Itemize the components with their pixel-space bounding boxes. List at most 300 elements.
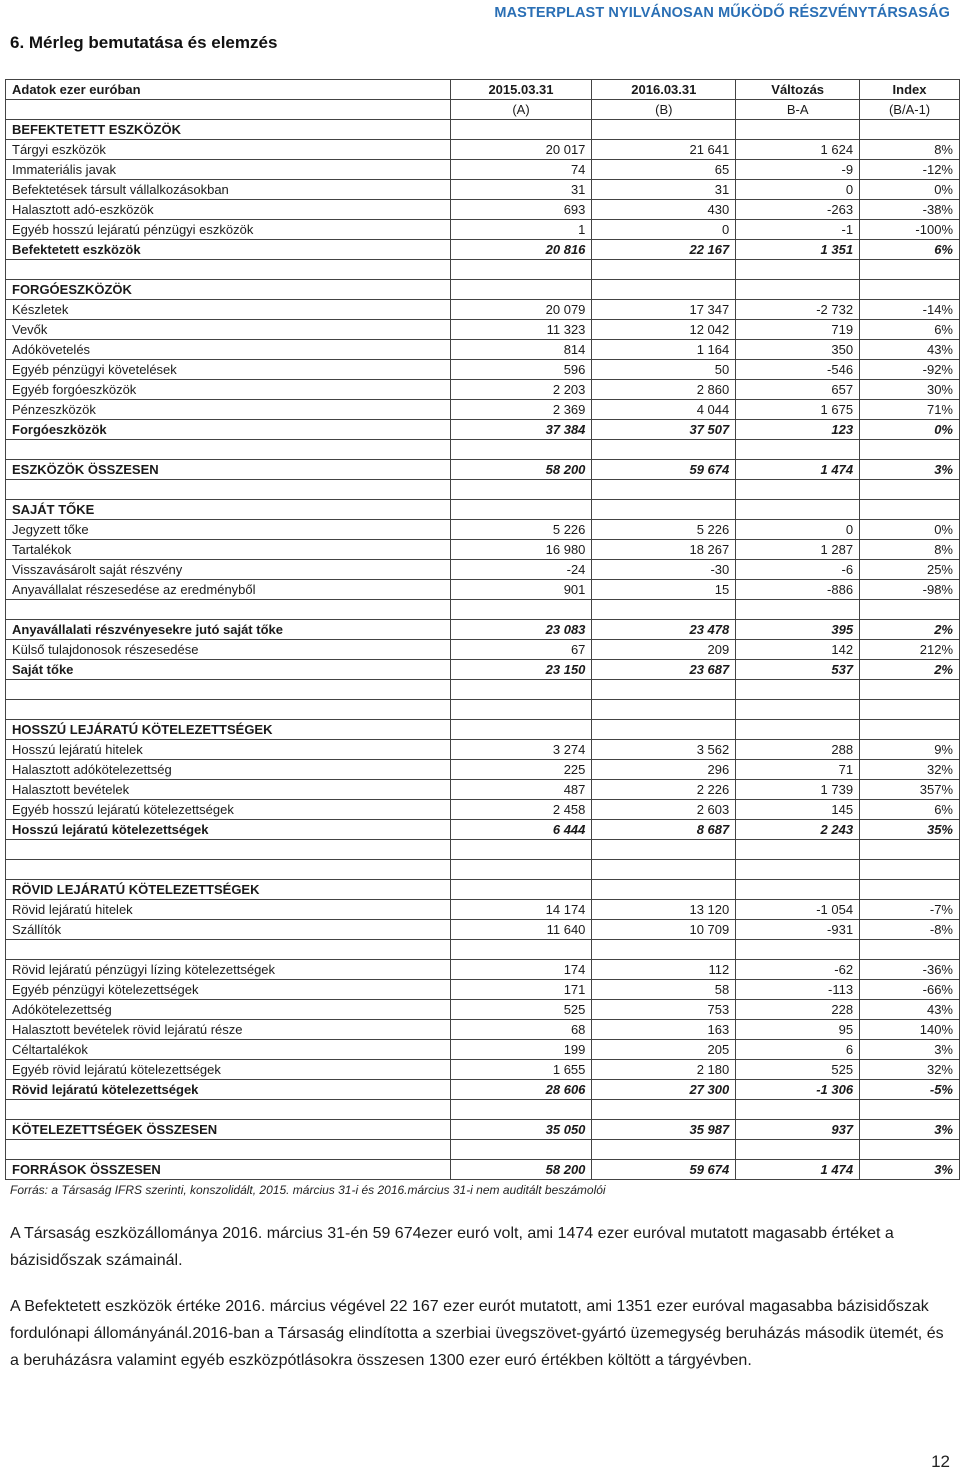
value-2015: 31	[450, 180, 592, 200]
value-2016: 18 267	[592, 540, 736, 560]
value-change: 937	[736, 1120, 860, 1140]
value-2016: 50	[592, 360, 736, 380]
value-index: 0%	[860, 520, 960, 540]
row-label: Vevők	[6, 320, 451, 340]
value-change: 2 243	[736, 820, 860, 840]
row-label	[6, 860, 451, 880]
value-2016	[592, 840, 736, 860]
row-label: HOSSZÚ LEJÁRATÚ KÖTELEZETTSÉGEK	[6, 720, 451, 740]
value-index: 43%	[860, 340, 960, 360]
balance-sheet-table	[5, 79, 960, 1180]
row-label	[6, 1100, 451, 1120]
row-label: FORRÁSOK ÖSSZESEN	[6, 1160, 451, 1180]
total-row	[6, 1160, 960, 1180]
value-index: -66%	[860, 980, 960, 1000]
row-label	[6, 1140, 451, 1160]
total-row	[6, 1120, 960, 1140]
value-2016: 35 987	[592, 1120, 736, 1140]
row-label: Halasztott bevételek rövid lejáratú része	[6, 1020, 451, 1040]
value-2015: 20 079	[450, 300, 592, 320]
value-2016: 59 674	[592, 1160, 736, 1180]
value-index	[860, 1100, 960, 1120]
total-row	[6, 820, 960, 840]
table-row	[6, 900, 960, 920]
row-label: Egyéb pénzügyi követelések	[6, 360, 451, 380]
row-label	[6, 480, 451, 500]
value-2016: 65	[592, 160, 736, 180]
row-label: Anyavállalati részvényesekre jutó saját tőke	[6, 620, 451, 640]
value-index	[860, 700, 960, 720]
value-change	[736, 700, 860, 720]
value-2016	[592, 880, 736, 900]
total-row	[6, 240, 960, 260]
value-change: 1 474	[736, 460, 860, 480]
value-2016: 31	[592, 180, 736, 200]
blank-row	[6, 260, 960, 280]
value-index	[860, 860, 960, 880]
value-2016: 205	[592, 1040, 736, 1060]
section-row	[6, 120, 960, 140]
value-change: -2 732	[736, 300, 860, 320]
value-2015: 2 369	[450, 400, 592, 420]
value-2016: 2 180	[592, 1060, 736, 1080]
company-name: MASTERPLAST NYILVÁNOSAN MŰKÖDŐ RÉSZVÉNYTÁRSASÁG	[494, 5, 950, 21]
value-2016: -30	[592, 560, 736, 580]
table-row	[6, 560, 960, 580]
value-index: -14%	[860, 300, 960, 320]
row-label: Forgóeszközök	[6, 420, 451, 440]
row-label	[6, 440, 451, 460]
value-change	[736, 720, 860, 740]
value-change: 350	[736, 340, 860, 360]
value-2015: 20 017	[450, 140, 592, 160]
blank-row	[6, 1140, 960, 1160]
value-2016: 2 603	[592, 800, 736, 820]
row-label: Halasztott bevételek	[6, 780, 451, 800]
value-change	[736, 120, 860, 140]
row-label: Adókötelezettség	[6, 1000, 451, 1020]
row-label: Rövid lejáratú kötelezettségek	[6, 1080, 451, 1100]
value-2015: 2 203	[450, 380, 592, 400]
value-2015: 525	[450, 1000, 592, 1020]
row-label: Céltartalékok	[6, 1040, 451, 1060]
row-label: SAJÁT TŐKE	[6, 500, 451, 520]
value-2015: 14 174	[450, 900, 592, 920]
value-index: 6%	[860, 240, 960, 260]
value-index: -98%	[860, 580, 960, 600]
table-header-row	[6, 80, 960, 100]
value-2016: 430	[592, 200, 736, 220]
row-label: Rövid lejáratú pénzügyi lízing kötelezettségek	[6, 960, 451, 980]
value-index: 6%	[860, 800, 960, 820]
value-2016	[592, 680, 736, 700]
table-row	[6, 320, 960, 340]
value-2015: 2 458	[450, 800, 592, 820]
value-change: 1 739	[736, 780, 860, 800]
value-2016: 15	[592, 580, 736, 600]
value-2016	[592, 120, 736, 140]
row-label: Egyéb forgóeszközök	[6, 380, 451, 400]
value-2016	[592, 720, 736, 740]
row-label	[6, 840, 451, 860]
value-change: 1 624	[736, 140, 860, 160]
col-header-2015: 2015.03.31	[450, 80, 592, 100]
value-2016: 12 042	[592, 320, 736, 340]
table-row	[6, 200, 960, 220]
value-2015: 814	[450, 340, 592, 360]
row-label: ESZKÖZÖK ÖSSZESEN	[6, 460, 451, 480]
value-2015	[450, 120, 592, 140]
table-row	[6, 980, 960, 1000]
value-index: -38%	[860, 200, 960, 220]
value-2015: 58 200	[450, 1160, 592, 1180]
value-change: -1 054	[736, 900, 860, 920]
balance-sheet-body	[6, 80, 960, 1180]
value-2015: 67	[450, 640, 592, 660]
value-index: 140%	[860, 1020, 960, 1040]
table-row	[6, 740, 960, 760]
blank-row	[6, 480, 960, 500]
value-2015: 37 384	[450, 420, 592, 440]
section-row	[6, 880, 960, 900]
value-2016: 27 300	[592, 1080, 736, 1100]
value-change: 1 675	[736, 400, 860, 420]
table-row	[6, 760, 960, 780]
value-index: 35%	[860, 820, 960, 840]
row-label: Tárgyi eszközök	[6, 140, 451, 160]
value-2016	[592, 260, 736, 280]
value-2015: 6 444	[450, 820, 592, 840]
value-index	[860, 120, 960, 140]
value-2016: 5 226	[592, 520, 736, 540]
value-2016	[592, 860, 736, 880]
value-change: -62	[736, 960, 860, 980]
value-2015	[450, 840, 592, 860]
value-change: 395	[736, 620, 860, 640]
value-2015	[450, 600, 592, 620]
row-label	[6, 700, 451, 720]
table-row	[6, 380, 960, 400]
row-label: Anyavállalat részesedése az eredményből	[6, 580, 451, 600]
value-2015	[450, 720, 592, 740]
value-index	[860, 840, 960, 860]
value-2016	[592, 600, 736, 620]
value-index: 8%	[860, 540, 960, 560]
paragraph: A Társaság eszközállománya 2016. március 31-én 59 674ezer euró volt, ami 1474 ezer euróval mutatott magasabb értéket a bázisidőszak számainál.	[10, 1225, 894, 1269]
value-2016: 112	[592, 960, 736, 980]
table-row	[6, 400, 960, 420]
value-change: 1 474	[736, 1160, 860, 1180]
row-label	[6, 680, 451, 700]
col-header-index: Index	[860, 80, 960, 100]
value-2015: 28 606	[450, 1080, 592, 1100]
value-2015: 23 083	[450, 620, 592, 640]
value-change: 537	[736, 660, 860, 680]
paragraph: A Befektetett eszközök értéke 2016. március végével 22 167 ezer eurót mutatott, ami 1351 ezer euróval magasabba bázisidőszak fordulónapi állományánál.2016-ban a Társaság elindította a szerbiai üvegszövet-gyártó üzemegység beruházás második ütemét, és a beruházásra valamint egyéb eszközpótlásokra összesen 1300 ezer euró értékben költött a tárgyévben.	[10, 1298, 944, 1369]
row-label	[6, 600, 451, 620]
table-row	[6, 360, 960, 380]
value-2015	[450, 860, 592, 880]
value-index: 2%	[860, 620, 960, 640]
value-index: 3%	[860, 1120, 960, 1140]
table-row	[6, 1040, 960, 1060]
value-2015: 58 200	[450, 460, 592, 480]
value-2015: 171	[450, 980, 592, 1000]
row-label: Külső tulajdonosok részesedése	[6, 640, 451, 660]
value-change: -546	[736, 360, 860, 380]
table-row	[6, 960, 960, 980]
value-change	[736, 940, 860, 960]
total-row	[6, 660, 960, 680]
value-2016: 0	[592, 220, 736, 240]
table-row	[6, 780, 960, 800]
value-2015: 596	[450, 360, 592, 380]
value-2016: 59 674	[592, 460, 736, 480]
value-2015	[450, 260, 592, 280]
value-change: 123	[736, 420, 860, 440]
row-label: Rövid lejáratú hitelek	[6, 900, 451, 920]
value-2016	[592, 700, 736, 720]
value-change	[736, 1100, 860, 1120]
value-index	[860, 680, 960, 700]
row-label: Befektetett eszközök	[6, 240, 451, 260]
col-subheader-a: (A)	[450, 100, 592, 120]
table-row	[6, 1000, 960, 1020]
col-header-change: Változás	[736, 80, 860, 100]
value-change: -886	[736, 580, 860, 600]
col-subheader-label	[6, 100, 451, 120]
value-2015	[450, 1140, 592, 1160]
value-2015: 11 640	[450, 920, 592, 940]
value-2016	[592, 440, 736, 460]
value-2015	[450, 280, 592, 300]
value-2016: 23 687	[592, 660, 736, 680]
value-index	[860, 940, 960, 960]
table-row	[6, 580, 960, 600]
value-2015: 174	[450, 960, 592, 980]
value-change	[736, 500, 860, 520]
value-2016: 753	[592, 1000, 736, 1020]
value-2015	[450, 480, 592, 500]
value-index	[860, 280, 960, 300]
table-row	[6, 1060, 960, 1080]
value-index: 71%	[860, 400, 960, 420]
value-2016	[592, 1100, 736, 1120]
row-label: Egyéb hosszú lejáratú kötelezettségek	[6, 800, 451, 820]
value-index: -92%	[860, 360, 960, 380]
table-row	[6, 540, 960, 560]
value-2015	[450, 1100, 592, 1120]
value-change: 145	[736, 800, 860, 820]
value-change	[736, 860, 860, 880]
row-label: Hosszú lejáratú kötelezettségek	[6, 820, 451, 840]
value-change	[736, 260, 860, 280]
row-label: Egyéb pénzügyi kötelezettségek	[6, 980, 451, 1000]
value-2015: 35 050	[450, 1120, 592, 1140]
value-2015: 3 274	[450, 740, 592, 760]
value-change: -1 306	[736, 1080, 860, 1100]
value-2016: 296	[592, 760, 736, 780]
value-2016: 21 641	[592, 140, 736, 160]
row-label: Halasztott adókötelezettség	[6, 760, 451, 780]
row-label: KÖTELEZETTSÉGEK ÖSSZESEN	[6, 1120, 451, 1140]
row-label: Halasztott adó-eszközök	[6, 200, 451, 220]
value-2015: 1 655	[450, 1060, 592, 1080]
blank-row	[6, 1100, 960, 1120]
value-change: 95	[736, 1020, 860, 1040]
value-2016: 58	[592, 980, 736, 1000]
value-index: -100%	[860, 220, 960, 240]
total-row	[6, 420, 960, 440]
value-index: 32%	[860, 1060, 960, 1080]
row-label: Hosszú lejáratú hitelek	[6, 740, 451, 760]
blank-row	[6, 860, 960, 880]
value-change: 71	[736, 760, 860, 780]
value-change: 6	[736, 1040, 860, 1060]
value-change	[736, 280, 860, 300]
value-2015: 74	[450, 160, 592, 180]
value-2016	[592, 280, 736, 300]
value-2015: 5 226	[450, 520, 592, 540]
value-index: 9%	[860, 740, 960, 760]
value-index: 3%	[860, 1160, 960, 1180]
row-label: Jegyzett tőke	[6, 520, 451, 540]
value-2015	[450, 700, 592, 720]
row-label	[6, 940, 451, 960]
total-row	[6, 1080, 960, 1100]
table-row	[6, 180, 960, 200]
col-header-2016: 2016.03.31	[592, 80, 736, 100]
value-2016	[592, 500, 736, 520]
value-2016: 22 167	[592, 240, 736, 260]
table-row	[6, 920, 960, 940]
value-2015: 23 150	[450, 660, 592, 680]
row-label: Egyéb hosszú lejáratú pénzügyi eszközök	[6, 220, 451, 240]
value-2016: 8 687	[592, 820, 736, 840]
value-2016: 163	[592, 1020, 736, 1040]
col-header-label: Adatok ezer euróban	[6, 80, 451, 100]
table-row	[6, 140, 960, 160]
value-index	[860, 480, 960, 500]
value-2015	[450, 940, 592, 960]
table-row	[6, 640, 960, 660]
value-2016: 13 120	[592, 900, 736, 920]
row-label: Befektetések társult vállalkozásokban	[6, 180, 451, 200]
row-label: Saját tőke	[6, 660, 451, 680]
section-row	[6, 720, 960, 740]
row-label: FORGÓESZKÖZÖK	[6, 280, 451, 300]
value-2015: 20 816	[450, 240, 592, 260]
value-index	[860, 260, 960, 280]
value-change: -113	[736, 980, 860, 1000]
value-2016: 23 478	[592, 620, 736, 640]
value-change: -1	[736, 220, 860, 240]
value-2015: 225	[450, 760, 592, 780]
value-index: 6%	[860, 320, 960, 340]
value-index: -7%	[860, 900, 960, 920]
value-index: 25%	[860, 560, 960, 580]
value-change: 1 351	[736, 240, 860, 260]
value-2016: 209	[592, 640, 736, 660]
table-row	[6, 220, 960, 240]
value-index: 3%	[860, 460, 960, 480]
value-2016	[592, 940, 736, 960]
row-label: Visszavásárolt saját részvény	[6, 560, 451, 580]
value-change	[736, 600, 860, 620]
value-change: 228	[736, 1000, 860, 1020]
value-change: -9	[736, 160, 860, 180]
value-change	[736, 880, 860, 900]
value-index: 32%	[860, 760, 960, 780]
value-2016: 3 562	[592, 740, 736, 760]
value-change: -263	[736, 200, 860, 220]
blank-row	[6, 440, 960, 460]
value-change: 1 287	[736, 540, 860, 560]
value-index: -5%	[860, 1080, 960, 1100]
value-2015	[450, 500, 592, 520]
row-label: Egyéb rövid lejáratú kötelezettségek	[6, 1060, 451, 1080]
page-number: 12	[931, 1452, 950, 1471]
table-row	[6, 1020, 960, 1040]
value-index: -36%	[860, 960, 960, 980]
value-index: -8%	[860, 920, 960, 940]
value-2015: 693	[450, 200, 592, 220]
value-2015	[450, 880, 592, 900]
row-label: Pénzeszközök	[6, 400, 451, 420]
value-2016	[592, 480, 736, 500]
col-subheader-ba: B-A	[736, 100, 860, 120]
blank-row	[6, 680, 960, 700]
value-index: 43%	[860, 1000, 960, 1020]
value-2015: -24	[450, 560, 592, 580]
section-title: 6. Mérleg bemutatása és elemzés	[10, 33, 278, 52]
value-2015: 199	[450, 1040, 592, 1060]
value-2016: 1 164	[592, 340, 736, 360]
blank-row	[6, 940, 960, 960]
value-2015: 901	[450, 580, 592, 600]
value-2016	[592, 1140, 736, 1160]
value-index: -12%	[860, 160, 960, 180]
value-change	[736, 440, 860, 460]
value-index: 3%	[860, 1040, 960, 1060]
value-2016: 17 347	[592, 300, 736, 320]
value-index	[860, 600, 960, 620]
col-subheader-b: (B)	[592, 100, 736, 120]
value-index	[860, 720, 960, 740]
row-label	[6, 260, 451, 280]
value-change	[736, 1140, 860, 1160]
value-index: 0%	[860, 180, 960, 200]
value-index: 0%	[860, 420, 960, 440]
value-2016: 10 709	[592, 920, 736, 940]
value-change	[736, 680, 860, 700]
row-label: Szállítók	[6, 920, 451, 940]
row-label: RÖVID LEJÁRATÚ KÖTELEZETTSÉGEK	[6, 880, 451, 900]
value-2015: 1	[450, 220, 592, 240]
value-index: 212%	[860, 640, 960, 660]
blank-row	[6, 700, 960, 720]
value-index	[860, 440, 960, 460]
value-2015	[450, 680, 592, 700]
table-row	[6, 800, 960, 820]
source-note: Forrás: a Társaság IFRS szerinti, konszolidált, 2015. március 31-i és 2016.március 31-i nem auditált beszámolói	[10, 1183, 606, 1197]
value-change: 142	[736, 640, 860, 660]
value-2015: 68	[450, 1020, 592, 1040]
value-change: 0	[736, 520, 860, 540]
value-change: -6	[736, 560, 860, 580]
value-change: 525	[736, 1060, 860, 1080]
blank-row	[6, 840, 960, 860]
